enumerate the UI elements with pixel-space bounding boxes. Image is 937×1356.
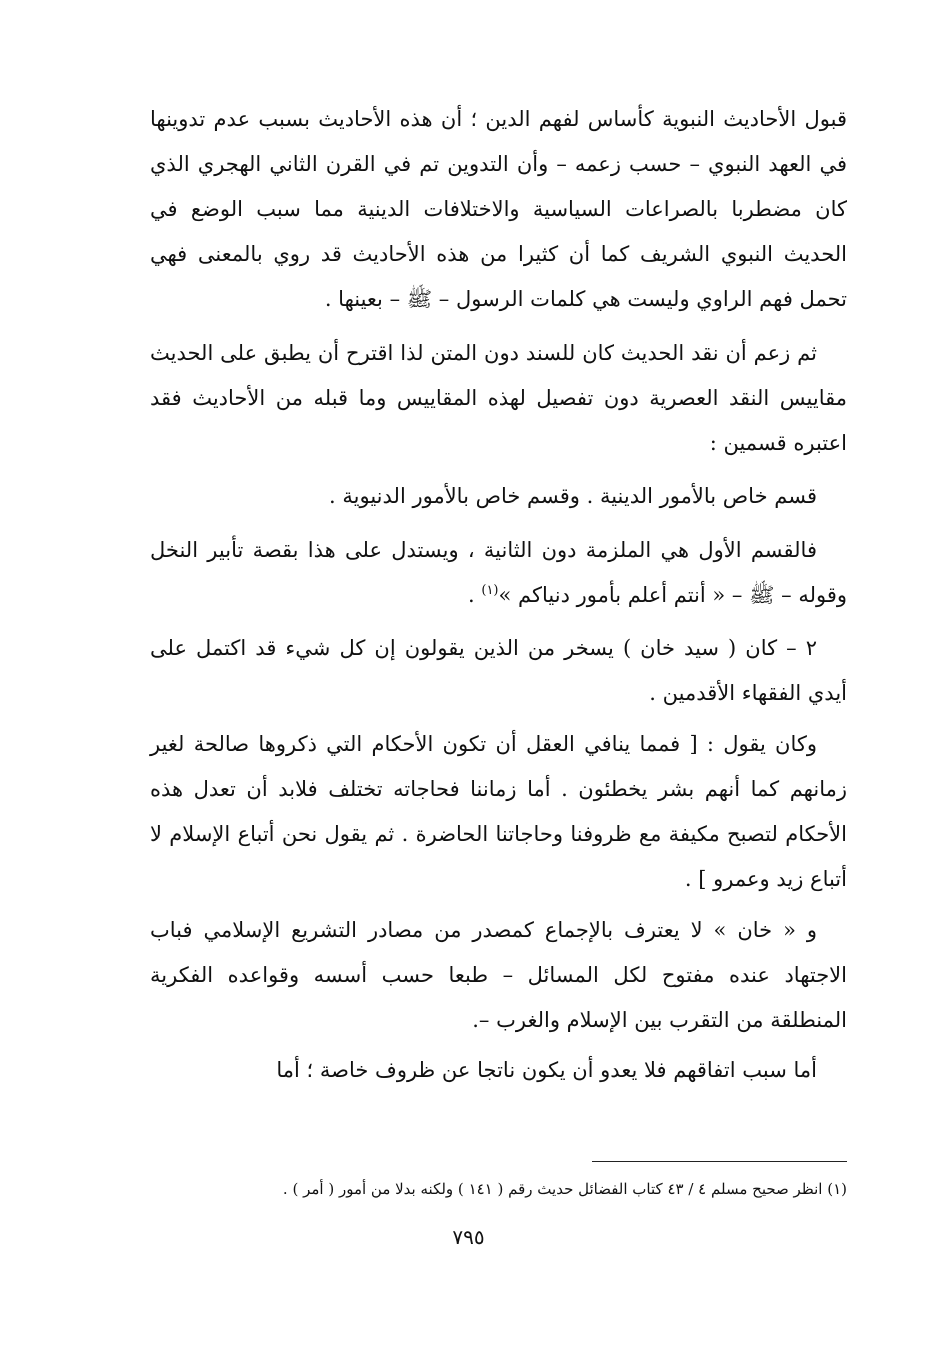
paragraph-1 [150, 97, 847, 322]
footnote [150, 1176, 847, 1202]
paragraph-2 [150, 331, 847, 466]
paragraph-4-text: فالقسم الأول هي الملزمة دون الثانية ، ويستدل على هذا بقصة تأبير النخل وقوله – ﷺ – « أنتم أعلم بأمور دنياكم » [150, 538, 847, 607]
paragraph-4-container [150, 528, 847, 618]
paragraph-8-text: أما سبب اتفاقهم فلا يعدو أن يكون ناتجا عن ظروف خاصة ؛ أما [276, 1058, 817, 1082]
paragraph-5 [150, 626, 847, 716]
footnote-text: (١) انظر صحيح مسلم ٤ / ٤٣ كتاب الفضائل حديث رقم ( ١٤١ ) ولكنه بدلا من أمور ( أمر ) . [282, 1180, 847, 1198]
paragraph-6-text: وكان يقول : [ فمما ينافي العقل أن تكون الأحكام التي ذكروها صالحة لغير زمانهم كما أنهم بشر يخطئون . أما زماننا فحاجاته تختلف فلابد أن تعدل هذه الأحكام لتصبح مكيفة مع ظروفنا وحاجاتنا الحاضرة . ثم يقول نحن أتباع الإسلام لا أتباع زيد وعمرو ] . [150, 732, 847, 891]
footnote-divider [592, 1161, 847, 1162]
footnote-marker: (١) [481, 583, 499, 598]
paragraph-4 [150, 528, 847, 618]
paragraph-2-text: ثم زعم أن نقد الحديث كان للسند دون المتن لذا اقترح أن يطبق على الحديث مقاييس النقد العصرية دون تفصيل لهذه المقاييس وما قبله من الأحاديث فقد اعتبره قسمين : [150, 341, 847, 455]
paragraph-8 [150, 1048, 847, 1093]
paragraph-3-text: قسم خاص بالأمور الدينية . وقسم خاص بالأمور الدنيوية . [329, 484, 817, 508]
paragraph-3 [150, 474, 847, 519]
paragraph-7 [150, 908, 847, 1043]
paragraph-1-text: قبول الأحاديث النبوية كأساس لفهم الدين ؛ أن هذه الأحاديث بسبب عدم تدوينها في العهد النبوي – حسب زعمه – وأن التدوين تم في القرن الثاني الهجري الذي كان مضطربا بالصراعات السياسية والاختلافات الدينية مما سبب الوضع في الحديث النبوي الشريف كما أن كثيرا من هذه الأحاديث قد روي بالمعنى فهي تحمل فهم الراوي وليست هي كلمات الرسول – ﷺ – بعينها . [150, 107, 847, 311]
paragraph-5-text: ٢ – كان ( سيد خان ) يسخر من الذين يقولون إن كل شيء قد اكتمل على أيدي الفقهاء الأقدمين . [150, 636, 847, 705]
paragraph-6 [150, 722, 847, 902]
paragraph-7-text: و « خان » لا يعترف بالإجماع كمصدر من مصادر التشريع الإسلامي فباب الاجتهاد عنده مفتوح لكل المسائل – طبعا حسب أسسه وقواعده الفكرية المنطلقة من التقرب بين الإسلام والغرب –. [150, 918, 847, 1032]
paragraph-4-tail: . [468, 583, 482, 607]
page-number: ٧٩٥ [452, 1225, 485, 1249]
